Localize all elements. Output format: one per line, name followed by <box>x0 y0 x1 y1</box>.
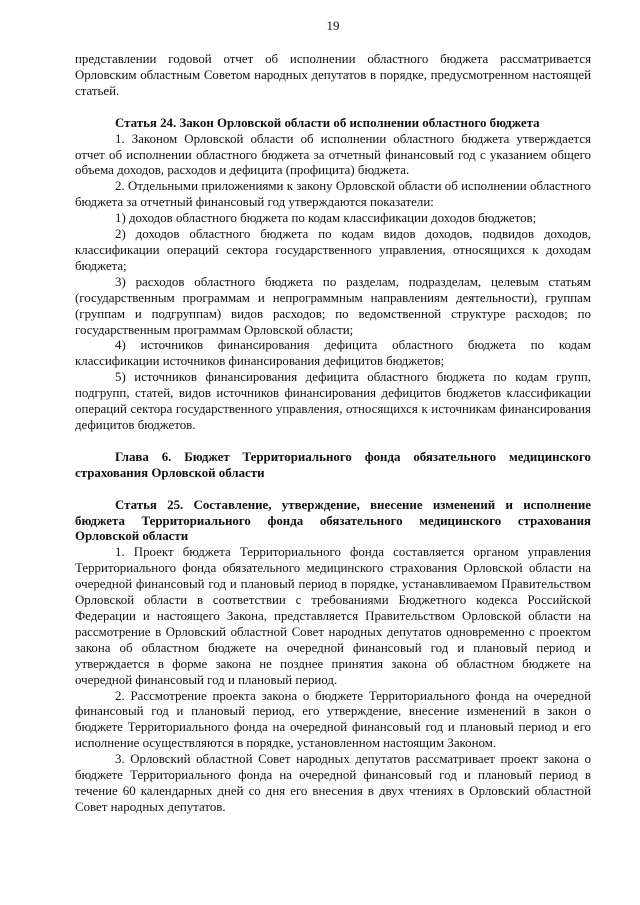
article-25-paragraph-2: 2. Рассмотрение проекта закона о бюджете Территориального фонда на очередной финансовый год и плановый период, его утверждение, внесение изменений в закон о бюджете Территориального фонда на очередной финансовый год и плановый период и его исполнение осуществляются в порядке, установленном настоящим Законом. <box>75 688 591 751</box>
article-24-item-5: 5) источников финансирования дефицита областного бюджета по кодам групп, подгрупп, статей, видов источников финансирования дефицитов бюджетов классификации операций сектора государственного управления, относящихся к источникам финансирования дефицитов бюджетов. <box>75 370 591 432</box>
article-24-paragraph-2: 2. Отдельными приложениями к закону Орловской области об исполнении областного бюджета за отчетный финансовый год утверждаются показатели: <box>75 179 591 210</box>
article-24-paragraph-1: 1. Законом Орловской области об исполнении областного бюджета утверждается отчет об исполнении областного бюджета за отчетный финансовый год с указанием общего объема доходов, расходов и дефицита (профицита) бюджета. <box>75 131 591 178</box>
article-25-paragraph-3: 3. Орловский областной Совет народных депутатов рассматривает проект закона о бюджете Территориального фонда на очередной финансовый год и плановый период в течение 60 календарных дней со дня его внесения в двух чтениях в Орловский областной Совет народных депутатов. <box>75 752 591 814</box>
article-24-item-2: 2) доходов областного бюджета по кодам видов доходов, подвидов доходов, классификации операций сектора государственного управления, относящихся к доходам бюджета; <box>75 227 591 273</box>
article-25-paragraph-1: 1. Проект бюджета Территориального фонда составляется органом управления Территориального фонда обязательного медицинского страхования Орловской области на очередной финансовый год и плановый период в порядке, устанавливаемом Правительством Орловской области в соответствии с требованиями Бюджетного кодекса Российской Федерации и настоящего Закона, представляется Правительством Орловской области на рассмотрение в Орловский областной Совет народных депутатов одновременно с проектом закона об областном бюджете на очередной финансовый год и плановый период и утверждается в форме закона не позднее принятия закона об областном бюджете на очередной финансовый год и плановый период. <box>75 545 591 687</box>
article-24-item-3: 3) расходов областного бюджета по разделам, подразделам, целевым статьям (государственным программам и непрограммным направлениям деятельности), группам (группам и подгруппам) видов расходов; по ведомственной структуре расходов; по государственным программам Орловской области; <box>75 274 591 337</box>
article-24-item-4: 4) источников финансирования дефицита областного бюджета по кодам классификации источников финансирования дефицитов бюджетов; <box>75 338 591 369</box>
article-24-title: Статья 24. Закон Орловской области об исполнении областного бюджета <box>115 115 540 130</box>
article-25-title: Статья 25. Составление, утверждение, внесение изменений и исполнение бюджета Территориального фонда обязательного медицинского страхования Орловской области <box>75 497 591 544</box>
page-number: 19 <box>326 18 340 33</box>
intro-paragraph: представлении годовой отчет об исполнении областного бюджета рассматривается Орловским областным Советом народных депутатов в порядке, предусмотренном настоящей статьей. <box>75 52 591 98</box>
article-24-item-1: 1) доходов областного бюджета по кодам классификации доходов бюджетов; <box>115 211 537 226</box>
chapter-6-title: Глава 6. Бюджет Территориального фонда обязательного медицинского страхования Орловской области <box>75 449 591 480</box>
